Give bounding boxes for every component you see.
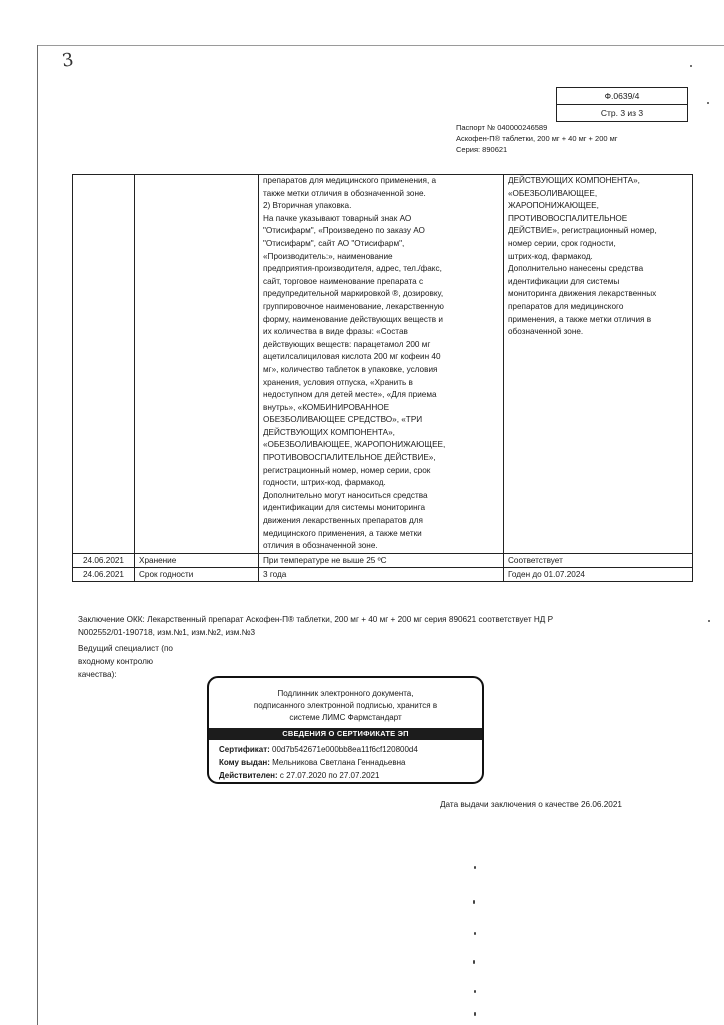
scan-speck (474, 866, 476, 869)
date-cell: 24.06.2021 (73, 553, 135, 567)
parameter-cell: Хранение (135, 553, 259, 567)
valid-value: с 27.07.2020 по 27.07.2021 (279, 771, 380, 780)
scan-speck (473, 900, 475, 904)
result-cell: Годен до 01.07.2024 (504, 567, 693, 581)
issue-date: Дата выдачи заключения о качестве 26.06.2021 (440, 800, 622, 809)
e-signature-stamp (207, 676, 484, 784)
form-code-box (556, 87, 688, 122)
scan-speck (473, 960, 475, 964)
requirement-cell: При температуре не выше 25 ºС (259, 553, 504, 567)
page-number: Стр. 3 из 3 (557, 104, 687, 121)
table-row (73, 175, 693, 554)
scan-left-edge (37, 45, 38, 1025)
date-cell: 24.06.2021 (73, 567, 135, 581)
parameter-cell (135, 175, 259, 554)
qc-conclusion: Заключение ОКК: Лекарственный препарат Аскофен-П® таблетки, 200 мг + 40 мг + 200 мг серия 890621 соответствует НД Р N002552/01-190718, изм.№1, изм.№2, изм.№3 (78, 615, 554, 637)
scan-speck (474, 990, 476, 993)
scan-top-edge (37, 45, 724, 46)
result-cell: Соответствует (504, 553, 693, 567)
cert-label: Сертификат: (219, 745, 270, 754)
cert-value: 00d7b542671e000bb8ea11f6cf120800d4 (272, 745, 418, 754)
scan-speck (707, 102, 709, 104)
handwritten-mark: 3 (60, 49, 75, 72)
parameter-cell: Срок годности (135, 567, 259, 581)
scan-speck (708, 620, 710, 622)
specialist-label: Ведущий специалист (по входному контролю качества): (78, 644, 173, 679)
requirement-cell: препаратов для медицинского применения, а также метки отличия в обозначенной зоне. 2) Вторичная упаковка. На пачке указывают товарный знак АО "Отисифарм", «Произведено по заказу АО "Отисифарм", сайт АО "Отисифарм", «Производитель:», наименование предприятия-производителя, адрес, тел./факс, сайт, торговое наименование препарата с предупредительной маркировкой ®, дозировку, группировочное наименование, лекарственную форму, наименование действующих веществ и их количества в виде фразы: «Состав действующих веществ: парацетамол 200 мг ацетилсалициловая кислота 200 мг кофеин 40 мг», количество таблеток в упаковке, условия хранения, условия отпуска, «Хранить в недоступном для детей месте», «Для приема внутрь», «КОМБИНИРОВАННОЕ ОБЕЗБОЛИВАЮЩЕЕ СРЕДСТВО», «ТРИ ДЕЙСТВУЮЩИХ КОМПОНЕНТА», «ОБЕЗБОЛИВАЮЩЕЕ, ЖАРОПОНИЖАЮЩЕЕ, ПРОТИВОВОСПАЛИТЕЛЬНОЕ ДЕЙСТВИЕ», регистрационный номер, номер серии, срок годности, штрих-код, фармакод. Дополнительно могут наноситься средства идентификации для системы мониторинга движения лекарственных препаратов для медицинского применения, а также метки отличия в обозначенной зоне. (259, 175, 504, 554)
quality-table (72, 174, 693, 582)
form-code: Ф.0639/4 (604, 91, 640, 101)
passport-number: Паспорт № 040000246589 (456, 123, 548, 132)
product-name: Аскофен-П® таблетки, 200 мг + 40 мг + 200 мг (456, 134, 618, 143)
date-cell (73, 175, 135, 554)
certificate-details (209, 743, 482, 782)
valid-label: Действителен: (219, 771, 278, 780)
scan-speck (474, 932, 476, 935)
certificate-info-bar: СВЕДЕНИЯ О СЕРТИФИКАТЕ ЭП (209, 728, 482, 740)
scan-speck (690, 65, 692, 67)
stamp-header-text: Подлинник электронного документа, подписанного электронной подписью, хранится в системе ЛИМС Фармстандарт (253, 689, 438, 722)
result-cell: ДЕЙСТВУЮЩИХ КОМПОНЕНТА», «ОБЕЗБОЛИВАЮЩЕЕ, ЖАРОПОНИЖАЮЩЕЕ, ПРОТИВОВОСПАЛИТЕЛЬНОЕ ДЕЙСТВИЕ», регистрационный номер, номер серии, срок годности, штрих-код, фармакод. Дополнительно нанесены средства идентификации для системы мониторинга движения лекарственных препаратов для медицинского применения, а также метки отличия в обозначенной зоне. (504, 175, 693, 554)
requirement-cell: 3 года (259, 567, 504, 581)
issued-to-value: Мельникова Светлана Геннадьевна (272, 758, 406, 767)
scan-speck (474, 1012, 476, 1016)
series-number: Серия: 890621 (456, 145, 508, 154)
table-row (73, 567, 693, 581)
table-row (73, 553, 693, 567)
issued-to-label: Кому выдан: (219, 758, 270, 767)
